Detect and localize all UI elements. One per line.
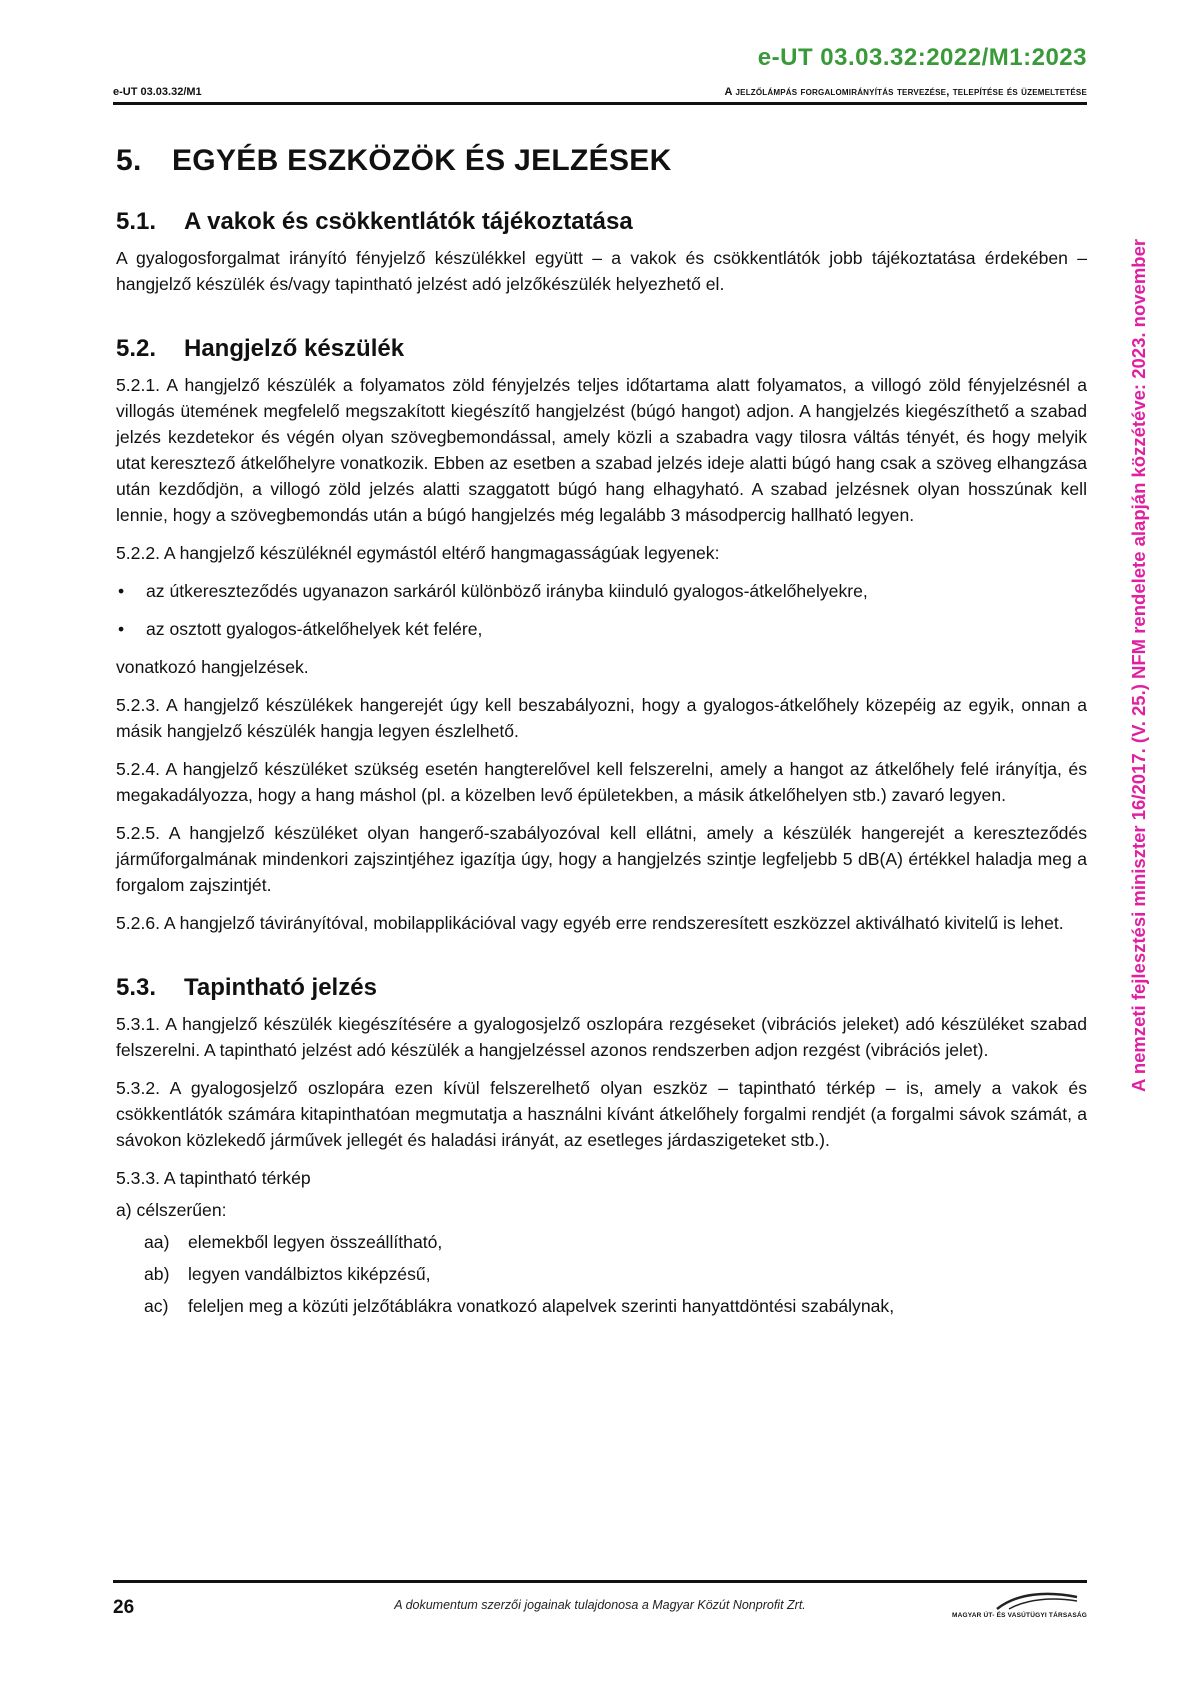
paragraph-5-3-3: 5.3.3. A tapintható térkép bbox=[116, 1168, 311, 1188]
road-association-logo-icon bbox=[927, 1591, 1087, 1619]
paragraph-5-3-2: 5.3.2. A gyalogosjelző oszlopára ezen kívül felszerelhető olyan eszköz – tapintható térkép – is, amely a vakok és csökkentlátók számára kitapinthatóan megmutatja a használni kívánt átkelőhely forgalmi rendjét (a forgalmi sávok számát, a sávokon közlekedő járművek jellegét és haladási irányát, az esetleges járdaszigeteket stb.). bbox=[116, 1078, 1087, 1150]
bullet-list bbox=[116, 578, 1087, 642]
section-title: Hangjelző készülék bbox=[184, 335, 405, 362]
paragraph-5-2-6: 5.2.6. A hangjelző távirányítóval, mobilapplikációval vagy egyéb erre rendszeresített eszközzel aktiválható kivitelű is lehet. bbox=[116, 913, 1064, 933]
section-heading-5-2 bbox=[116, 335, 1087, 363]
paragraph-5-2-2-end: vonatkozó hangjelzések. bbox=[116, 657, 309, 677]
paragraph-5-3-1: 5.3.1. A hangjelző készülék kiegészítésére a gyalogosjelző oszlopára rezgéseket (vibrációs jeleket) adó készüléket szabad felszerelni. A tapintható jelzést adó készülék a hangjelzéssel azonos rendszerben adjon rezgést (vibrációs jelet). bbox=[116, 1014, 1087, 1060]
paragraph-5-2-5: 5.2.5. A hangjelző készüléket olyan hangerő-szabályozóval kell ellátni, amely a készülék hangerejét a kereszteződés járműforgalmának mindenkori zajszintjéhez igazítja úgy, hogy a hangjelzés szintje legfeljebb 5 dB(A) értékkel haladja meg a forgalom zajszintjét. bbox=[116, 823, 1087, 895]
sublist-a-label: a) célszerűen: bbox=[116, 1200, 227, 1220]
bullet-icon: • bbox=[118, 581, 125, 601]
header-code: e-UT 03.03.32/M1 bbox=[113, 86, 202, 98]
section-title: Tapintható jelzés bbox=[184, 974, 377, 1001]
section-number: 5.3. bbox=[116, 974, 157, 1001]
paragraph-5-2-1: 5.2.1. A hangjelző készülék a folyamatos zöld fényjelzés teljes időtartama alatt folyamatos, a villogó zöld fényjelzésnél a villogás ütemének megfelelő megszakított kiegészítő hangjelzést (búgó hangot) adjon. A hangjelzés kiegészíthető a szabad jelzés kezdetekor és végén olyan szövegbemondással, amely közli a szabadra vagy tilosra váltás tényét, és hogy melyik utat keresztező átkelőhelyre vonatkozik. Ebben az esetben a szabad jelzés ideje alatti búgó hang csak a szöveg elhangzása után kezdődjön, a villogó zöld jelzés alatti szaggatott búgó hang elhagyható. A szabad jelzésnek olyan hosszúnak kell lennie, hogy a szövegbemondás után a búgó hangjelzés még legalább 3 másodpercig hallható legyen. bbox=[116, 375, 1087, 525]
list-item: ab) legyen vandálbiztos kiképzésű, bbox=[144, 1264, 431, 1284]
list-item: • az útkereszteződés ugyanazon sarkáról különböző irányba kiinduló gyalogos-átkelőhelyekre, bbox=[116, 578, 1087, 604]
publication-side-stamp: A nemzeti fejlesztési miniszter 16/2017. (V. 25.) NFM rendelete alapján közzétéve: 2023. november bbox=[1128, 238, 1149, 1092]
section-title: A vakok és csökkentlátók tájékoztatása bbox=[184, 208, 633, 235]
logo-text: MAGYAR ÚT- ÉS VASÚTÜGYI TÁRSASÁG bbox=[952, 1612, 1087, 1619]
section-number: 5.1. bbox=[116, 208, 157, 235]
chapter-number: 5. bbox=[116, 144, 142, 177]
chapter-heading bbox=[116, 144, 1087, 178]
section-heading-5-3 bbox=[116, 974, 1087, 1002]
paragraph-5-2-3: 5.2.3. A hangjelző készülékek hangerejét úgy kell beszabályozni, hogy a gyalogos-átkelőhely közepéig az egyik, onnan a másik hangjelző készülék hangja legyen észlelhető. bbox=[116, 695, 1087, 741]
header-title: A jelzőlámpás forgalomirányítás tervezése, telepítése és üzemeltetése bbox=[724, 86, 1087, 98]
paragraph-5-2-2: 5.2.2. A hangjelző készüléknél egymástól eltérő hangmagasságúak legyenek: bbox=[116, 543, 720, 563]
paragraph-5-2-4: 5.2.4. A hangjelző készüléket szükség esetén hangterelővel kell felszerelni, amely a hangot az átkelőhely felé irányítja, és megakadályozza, hogy a hang máshol (pl. a közelben levő épületekben, a másik átkelőhelyen stb.) zavaró legyen. bbox=[116, 759, 1087, 805]
bullet-icon: • bbox=[118, 619, 125, 639]
list-item: • az osztott gyalogos-átkelőhelyek két felére, bbox=[116, 616, 1087, 642]
chapter-title: EGYÉB ESZKÖZÖK ÉS JELZÉSEK bbox=[172, 144, 672, 177]
list-item: aa) elemekből legyen összeállítható, bbox=[144, 1232, 443, 1252]
list-item: ac) feleljen meg a közúti jelzőtáblákra vonatkozó alapelvek szerinti hanyattdöntési szabálynak, bbox=[144, 1296, 895, 1316]
paragraph-5-1: A gyalogosforgalmat irányító fényjelző készülékkel együtt – a vakok és csökkentlátók jobb tájékoztatása érdekében – hangjelző készülék és/vagy tapintható jelzést adó jelzőkészülék helyezhető el. bbox=[116, 248, 1087, 294]
page-number: 26 bbox=[113, 1597, 135, 1618]
section-heading-5-1 bbox=[116, 208, 1087, 236]
page-header bbox=[113, 86, 1087, 105]
document-code-stamp: e-UT 03.03.32:2022/M1:2023 bbox=[757, 44, 1087, 71]
sublist-a bbox=[116, 1229, 1087, 1319]
page-content bbox=[116, 140, 1087, 1325]
section-number: 5.2. bbox=[116, 335, 157, 362]
page-footer bbox=[113, 1580, 1087, 1623]
copyright-notice: A dokumentum szerzői jogainak tulajdonosa a Magyar Közút Nonprofit Zrt. bbox=[394, 1598, 806, 1612]
